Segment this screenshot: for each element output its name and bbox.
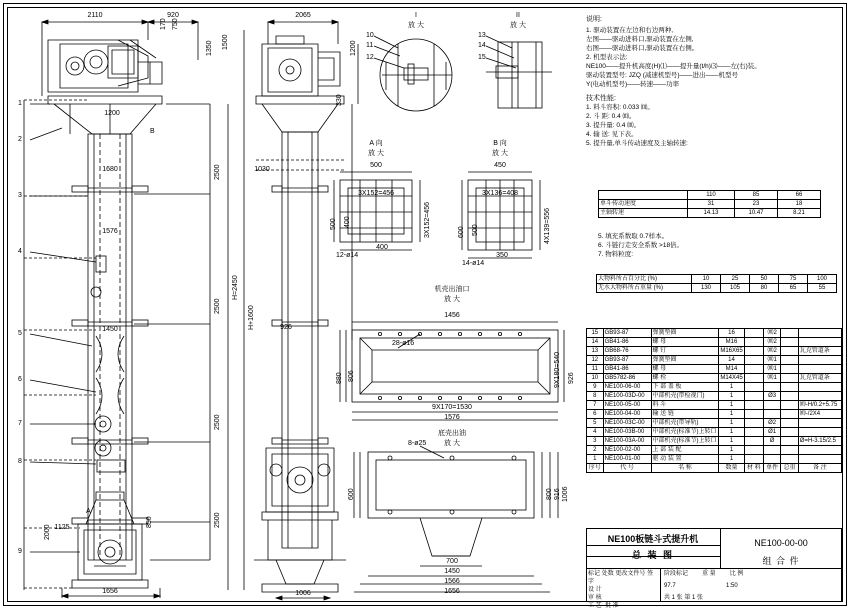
dim-H1600: H+1600 (248, 305, 255, 330)
bom-no: 3 (587, 437, 604, 446)
bom-remark (798, 455, 841, 464)
chain-dim-right2: 9X180=540 (554, 351, 561, 388)
bom-mat (744, 356, 763, 365)
view-b-dim-side: 600 (458, 226, 465, 238)
table-row (587, 374, 842, 383)
dim-1125: 1125 (54, 524, 70, 531)
bom-remark: ⒨-/2X4 (798, 410, 841, 419)
view-a-dim-side: 500 (330, 218, 337, 230)
bom-header-4: 材 料 (744, 464, 763, 473)
bom-total-weight (781, 356, 798, 365)
bom-name: 上 部 装 配 (651, 446, 719, 455)
speed-col-2: 85 (735, 191, 778, 200)
notes-heading: 说明: (586, 16, 602, 23)
note-line-5: NE100——提升机高度(H)⑴——提升量(t/h)⑶——左(右)装。 (586, 63, 761, 70)
table-header-row (587, 464, 842, 473)
bom-header-7: 备 注 (798, 464, 841, 473)
speed-col-1: 110 (688, 191, 735, 200)
note-line-4: 2. 机型表示法: (586, 54, 628, 61)
grain-row-1-v5: 100 (808, 275, 837, 284)
dim-170: 170 (160, 18, 167, 30)
label-A: A (86, 508, 91, 515)
label-b-view: B 向 (493, 140, 507, 147)
tb-row-0: 标记 处数 更改文件号 签 字 (588, 571, 654, 585)
tb-field-stage: 阶段标记 (664, 571, 689, 577)
bom-header-2: 名 称 (651, 464, 719, 473)
bom-qty: 1 (719, 428, 744, 437)
dim-920: 920 (167, 12, 179, 19)
tech-line-3: 3. 提升量: 0.4 ⒨。 (586, 122, 641, 129)
bom-total-weight (781, 383, 798, 392)
bom-code: GB93-87 (603, 356, 651, 365)
bom-code: NE100-02-00 (603, 446, 651, 455)
bom-total-weight (781, 401, 798, 410)
bom-no: 5 (587, 419, 604, 428)
grain-row-2-label: 无水大物料所占重量 (%) (597, 284, 692, 293)
view-b-dim-side2: 500 (472, 224, 479, 236)
tb-field-scale: 比 例 (729, 571, 744, 577)
speed-row-1-v2: 23 (735, 200, 778, 209)
table-row (587, 446, 842, 455)
speed-row-1-label: 单斗传动速度 (599, 200, 688, 209)
bom-no: 10 (587, 374, 604, 383)
bottom-holes: 8-ø25 (408, 440, 427, 447)
bom-single-weight: Ø (763, 437, 780, 446)
bom-no: 8 (587, 392, 604, 401)
bom-name: 螺 母 (651, 365, 719, 374)
dim-1200-side: 1200 (350, 40, 357, 56)
chain-dim-bottom-inner: 9X170=1530 (432, 404, 472, 411)
dim-1656: 1656 (102, 588, 118, 595)
bom-total-weight (781, 392, 798, 401)
bom-code: NE100-06-00 (603, 383, 651, 392)
tech-line-4: 4. 输 送: 见下表。 (586, 131, 638, 138)
chain-dim-right: 926 (568, 372, 575, 384)
bom-mat (744, 401, 763, 410)
bom-code: NE100-03A-00 (603, 437, 651, 446)
bom-name: 驱 动 装 置 (651, 455, 719, 464)
drawing-subtitle: 总 装 图 (631, 550, 674, 560)
balloon-1: 1 (18, 100, 22, 107)
table-row (587, 383, 842, 392)
dim-1030: 1030 (254, 166, 270, 173)
bottom-dim-2: 1450 (444, 568, 460, 575)
chain-dim-top: 1456 (444, 312, 460, 319)
drawing-title: NE100板链斗式提升机 (607, 534, 699, 544)
bom-single-weight (763, 446, 780, 455)
grain-row-1-v2: 25 (721, 275, 750, 284)
bom-qty: 1 (719, 455, 744, 464)
bottom-dim-right: 800 (546, 488, 553, 500)
bom-code: NE100-03D-00 (603, 392, 651, 401)
after-line-2: 6. 斗链行走安全系数 >18倍。 (598, 242, 684, 249)
bottom-dim-1: 700 (446, 558, 458, 565)
table-row (587, 410, 842, 419)
grain-row-1-label: 大物料所占百分比 (%) (597, 275, 692, 284)
bom-name: 中部机壳(标准节)上转口 (651, 437, 719, 446)
label-a-view-enlarge: 放 大 (368, 150, 384, 157)
bom-qty: M16X65 (720, 348, 743, 354)
bom-single-weight (763, 410, 780, 419)
view-a-holes: 12-ø14 (336, 252, 359, 259)
bom-name: 螺 栓 (651, 374, 719, 383)
label-b-view-enlarge: 放 大 (492, 150, 508, 157)
view-b-dim-right: 4X139=556 (544, 207, 551, 244)
bom-remark (798, 383, 841, 392)
bom-no: 13 (587, 347, 604, 356)
view-a-dim-right: 3X152=456 (424, 201, 431, 238)
speed-row-2-label: 主轴转速 (599, 209, 688, 218)
bom-code: GB41-86 (603, 365, 651, 374)
bom-single-weight: ⒨1 (763, 356, 780, 365)
label-a-view: A 向 (369, 140, 383, 147)
bom-qty: 16 (719, 329, 744, 338)
label-B: B (150, 128, 155, 135)
dim-1680: 1680 (102, 166, 118, 173)
view-b-dim-bottom: 350 (496, 252, 508, 259)
bom-total-weight (781, 347, 798, 356)
view-b-dim-inner: 3X136=408 (481, 190, 519, 197)
bom-code: GB5782-86 (603, 374, 651, 383)
bom-qty: 1 (719, 419, 744, 428)
bom-remark (798, 356, 841, 365)
dim-2500-b: 2500 (214, 298, 221, 314)
bom-qty: M14X45 (720, 375, 743, 381)
tb-row-3: 工 艺 批 准 (588, 603, 619, 609)
bom-qty: 1 (719, 392, 744, 401)
bom-mat (744, 428, 763, 437)
speed-row-2-v1: 14.13 (688, 209, 735, 218)
bom-qty: 1 (719, 446, 744, 455)
bom-single-weight (763, 401, 780, 410)
title-block-left-rows (588, 570, 658, 609)
dim-2065: 2065 (295, 12, 311, 19)
bom-total-weight (781, 455, 798, 464)
bom-remark: ⒨-H/0.2+5.75 (798, 401, 841, 410)
bottom-dim-right3: 1006 (562, 486, 569, 502)
bom-no: 4 (587, 428, 604, 437)
note-line-6: 驱动装置型号: JZQ (减速机型号)——进出——机型号 (586, 72, 739, 79)
dim-330: 330 (336, 94, 343, 106)
label-chain-wheel-enlarge: 放 大 (444, 296, 460, 303)
label-bottom-out: 底壳出油 (438, 430, 466, 437)
speed-row-1-v3: 18 (778, 200, 821, 209)
dim-1350: 1350 (206, 40, 213, 56)
speed-table (598, 190, 821, 218)
bom-name: 输 送 链 (651, 410, 719, 419)
balloon-2: 2 (18, 136, 22, 143)
drawing-kind: 组 合 件 (762, 556, 800, 566)
bom-remark (798, 419, 841, 428)
after-line-3: 7. 物料粒度: (598, 251, 634, 258)
grain-row-2-v1: 130 (692, 284, 721, 293)
bom-qty: 1 (719, 410, 744, 419)
tech-line-2: 2. 斗 距: 0.4 ⒨。 (586, 113, 636, 120)
bom-single-weight: ⒨2 (763, 329, 780, 338)
balloon-6: 6 (18, 376, 22, 383)
bom-no: 11 (587, 365, 604, 374)
speed-row-1-v1: 31 (688, 200, 735, 209)
bom-remark (798, 428, 841, 437)
note-line-7: Y(电动机型号)——转速——功率 (586, 81, 680, 88)
dim-926: 926 (280, 324, 292, 331)
bom-qty: 1 (719, 383, 744, 392)
bom-mat (744, 419, 763, 428)
tb-weight-value: 97.7 (664, 583, 676, 589)
bom-single-weight: ⒨2 (763, 347, 780, 356)
balloon-5: 5 (18, 330, 22, 337)
bom-no: 9 (587, 383, 604, 392)
dim-2500-d: 2500 (214, 512, 221, 528)
bom-mat (744, 374, 763, 383)
tb-field-weight: 重 量 (702, 571, 716, 577)
bottom-dim-4: 1656 (444, 588, 460, 595)
bom-qty: 1 (719, 401, 744, 410)
grain-row-2-v3: 80 (750, 284, 779, 293)
bom-total-weight (781, 419, 798, 428)
after-line-1: 5. 填充系数取 0.7样本。 (598, 233, 669, 240)
bom-mat (744, 446, 763, 455)
bom-name: 下 部 盖 板 (651, 383, 719, 392)
bom-name: 中部机壳(带导轨) (651, 419, 719, 428)
view-a-dim-top: 500 (370, 162, 382, 169)
dim-2110: 2110 (87, 12, 103, 19)
bom-total-weight (781, 365, 798, 374)
bom-name: 弹簧垫圈 (651, 329, 719, 338)
table-row (587, 365, 842, 374)
table-row (587, 356, 842, 365)
note-line-3: 右图——驱动进料口,驱动装置在右侧。 (586, 45, 699, 52)
label-chain-wheel: 机壳出油口 (434, 286, 470, 293)
label-section-ii: II (516, 12, 520, 19)
table-row (587, 338, 842, 347)
view-a-dim-bottom: 400 (376, 244, 388, 251)
bom-mat (744, 365, 763, 374)
bom-mat (744, 347, 763, 356)
label-section-i-enlarge: 放 大 (408, 22, 424, 29)
dim-1006: 1006 (295, 590, 311, 597)
grain-row-2-v4: 65 (779, 284, 808, 293)
bom-name: 螺 母 (651, 338, 719, 347)
chain-holes: 28-ø16 (392, 340, 415, 347)
bom-mat (744, 455, 763, 464)
tb-sheet: 共 1 张 第 1 张 (664, 595, 704, 601)
bom-name: 料 斗 (651, 401, 719, 410)
view-b-holes: 14-ø14 (462, 260, 485, 267)
bom-mat (744, 338, 763, 347)
bom-single-weight: ⒨1 (763, 365, 780, 374)
bom-remark (798, 446, 841, 455)
balloon-8: 8 (18, 458, 22, 465)
bom-mat (744, 410, 763, 419)
bom-single-weight: Ø2 (763, 419, 780, 428)
bottom-dim-3: 1566 (444, 578, 460, 585)
bom-remark: 瓦克管道条 (798, 347, 841, 356)
bom-single-weight (763, 383, 780, 392)
view-a-dim-side2: 400 (344, 216, 351, 228)
bom-remark: 瓦克管道条 (798, 374, 841, 383)
bom-no: 14 (587, 338, 604, 347)
bom-name: 螺 钉 (651, 347, 719, 356)
bom-header-1: 代 号 (603, 464, 651, 473)
table-row (587, 329, 842, 338)
bom-header-3: 数量 (719, 464, 744, 473)
bom-remark (798, 329, 841, 338)
chain-dim-left: 880 (336, 372, 343, 384)
bom-name: 中部机壳(带检视门) (651, 392, 719, 401)
speed-col-3: 66 (778, 191, 821, 200)
dim-1576: 1576 (102, 228, 118, 235)
bom-total-weight (781, 374, 798, 383)
dim-1200: 1200 (104, 110, 120, 117)
bom-total-weight (781, 437, 798, 446)
speed-row-2-v3: 8.21 (778, 209, 821, 218)
notes-block (586, 16, 842, 148)
tech-heading: 技术性能: (586, 95, 616, 102)
table-row (587, 428, 842, 437)
balloon-9: 9 (18, 548, 22, 555)
balloon-7: 7 (18, 420, 22, 427)
notes-after-table (598, 232, 683, 259)
chain-dim-bottom: 1576 (444, 414, 460, 421)
balloon-4: 4 (18, 248, 22, 255)
grain-row-1-v3: 50 (750, 275, 779, 284)
speed-row-2-v2: 10.47 (735, 209, 778, 218)
dim-1450: 1450 (102, 326, 118, 333)
bom-mat (744, 329, 763, 338)
bom-single-weight: Ø1 (763, 428, 780, 437)
dim-2000: 2000 (44, 524, 51, 540)
bill-of-materials-table (586, 328, 842, 473)
table-row (587, 392, 842, 401)
bom-single-weight: Ø3 (763, 392, 780, 401)
bom-header-0: 序号 (587, 464, 604, 473)
label-bottom-out-enlarge: 放 大 (444, 440, 460, 447)
bottom-dim-left: 600 (348, 488, 355, 500)
bom-no: 7 (587, 401, 604, 410)
tb-scale-value: 1:50 (726, 583, 738, 589)
bom-name: 弹簧垫圈 (651, 356, 719, 365)
bom-single-weight: ⒨1 (763, 374, 780, 383)
dim-1500: 1500 (222, 34, 229, 50)
bom-mat (744, 392, 763, 401)
balloon-3: 3 (18, 192, 22, 199)
bom-total-weight (781, 338, 798, 347)
bom-qty: 1 (719, 437, 744, 446)
bom-no: 1 (587, 455, 604, 464)
drawing-code: NE100-00-00 (754, 538, 808, 548)
bom-code: GB93-87 (603, 329, 651, 338)
grain-row-2-v5: 55 (808, 284, 837, 293)
label-section-i: I (415, 12, 417, 19)
bom-code: GB41-86 (603, 338, 651, 347)
tech-line-1: 1. 料斗容积: 0.033 ⒨。 (586, 104, 654, 111)
chain-dim-left2: 806 (348, 370, 355, 382)
bom-single-weight: ⒨2 (763, 338, 780, 347)
balloon-15: 15 (478, 54, 486, 61)
tb-row-1: 设 计 (588, 587, 602, 593)
bom-no: 2 (587, 446, 604, 455)
bom-code: NE100-03C-00 (603, 419, 651, 428)
bom-remark (798, 365, 841, 374)
bom-total-weight (781, 446, 798, 455)
bom-qty: 14 (719, 356, 744, 365)
tb-row-2: 审 核 (588, 595, 602, 601)
view-a-dim-inner: 3X152=456 (357, 190, 395, 197)
note-line-1: 1. 驱动装置在左边和右边两种, (586, 27, 674, 34)
balloon-10: 10 (366, 32, 374, 39)
view-b-dim-top: 450 (494, 162, 506, 169)
bom-qty: M14 (719, 365, 744, 374)
bom-total-weight (781, 329, 798, 338)
table-row (587, 437, 842, 446)
dim-2500-c: 2500 (214, 414, 221, 430)
balloon-12: 12 (366, 54, 374, 61)
bom-header-5: 单件 (763, 464, 780, 473)
balloon-13: 13 (478, 32, 486, 39)
bom-mat (744, 383, 763, 392)
bom-remark: Ø=H-3.15/2.5 (798, 437, 841, 446)
grain-table (596, 274, 837, 293)
title-block-right-rows (664, 570, 838, 603)
bottom-dim-right2: 916 (554, 488, 561, 500)
label-section-ii-enlarge: 放 大 (510, 22, 526, 29)
grain-row-1-v1: 10 (692, 275, 721, 284)
table-row (587, 347, 842, 356)
dim-750: 750 (172, 18, 179, 30)
bom-no: 6 (587, 410, 604, 419)
grain-row-1-v4: 75 (779, 275, 808, 284)
bom-code: NE100-03B-00 (603, 428, 651, 437)
bom-name: 中部机壳(标准节)上转口 (651, 428, 719, 437)
table-row (587, 419, 842, 428)
dim-H2450: H=2450 (232, 275, 239, 300)
bom-total-weight (781, 428, 798, 437)
bom-remark (798, 338, 841, 347)
bom-code: GB68-76 (603, 347, 651, 356)
bom-total-weight (781, 410, 798, 419)
dim-2500-a: 2500 (214, 164, 221, 180)
balloon-14: 14 (478, 42, 486, 49)
bom-remark (798, 392, 841, 401)
bom-code: NE100-05-00 (603, 401, 651, 410)
table-row (587, 401, 842, 410)
bom-qty: M16 (719, 338, 744, 347)
bom-header-6: 总重 (781, 464, 798, 473)
table-row (587, 455, 842, 464)
dim-850: 850 (146, 516, 153, 528)
bom-no: 12 (587, 356, 604, 365)
balloon-11: 11 (366, 42, 374, 49)
note-line-2: 左图——驱动进料口,驱动装置在左侧, (586, 36, 694, 43)
bom-single-weight (763, 455, 780, 464)
bom-code: NE100-01-00 (603, 455, 651, 464)
bom-code: NE100-04-00 (603, 410, 651, 419)
tech-line-5: 5. 提升量,单斗传动速度及主轴转速: (586, 140, 688, 147)
bom-no: 15 (587, 329, 604, 338)
grain-row-2-v2: 105 (721, 284, 750, 293)
bom-mat (744, 437, 763, 446)
